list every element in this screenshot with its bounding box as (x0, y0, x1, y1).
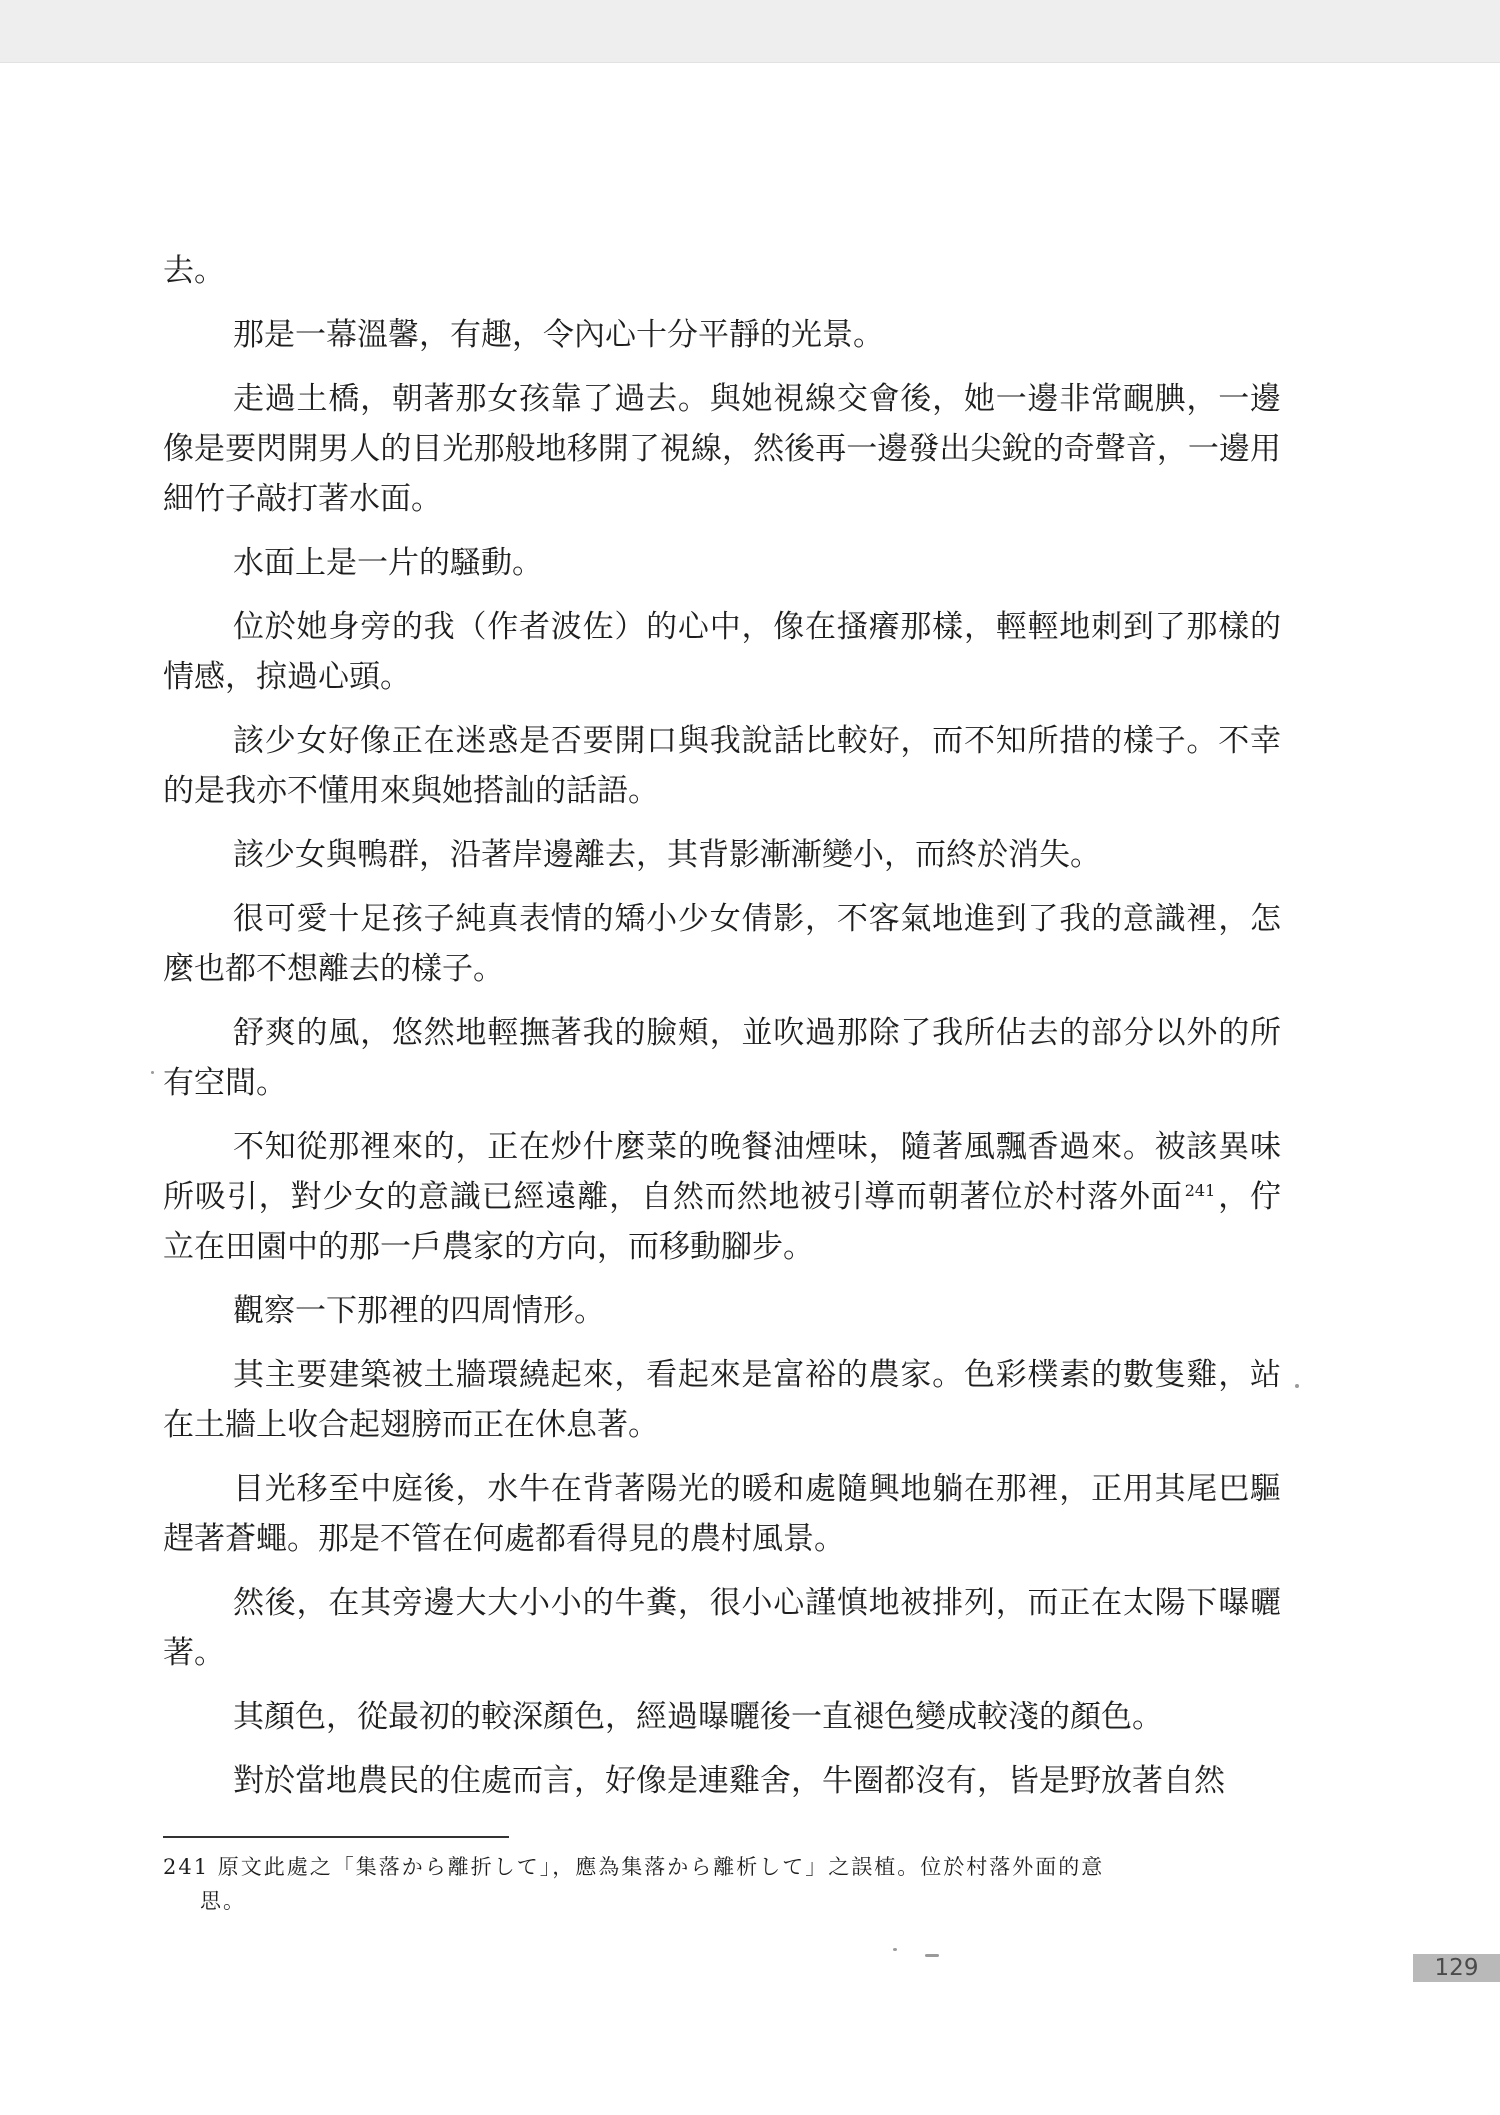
body-text (163, 246, 1281, 1820)
footnote-continuation: 思。 (200, 1889, 246, 1913)
footnote-reference[interactable]: 241 (1184, 1181, 1216, 1200)
paragraph: 該少女與鴨群，沿著岸邊離去，其背影漸漸變小，而終於消失。 (233, 837, 1101, 873)
paragraph: 舒爽的風，悠然地輕撫著我的臉頰，並吹過那除了我所佔去的部分以外的所有空間。 (163, 1015, 1281, 1101)
paragraph: 很可愛十足孩子純真表情的矯小少女倩影，不客氣地進到了我的意識裡，怎麼也都不想離去的樣子。 (163, 901, 1281, 987)
footnote-line: 241 原文此處之「集落から離折して」，應為集落から離析して」之誤植。位於村落外面的意 (163, 1855, 1105, 1879)
scan-top-margin (0, 0, 1500, 63)
paragraph: 然後，在其旁邊大大小小的牛糞，很小心謹慎地被排列，而正在太陽下曝曬著。 (163, 1585, 1281, 1671)
scan-speck (1295, 1384, 1299, 1388)
scan-speck (151, 1071, 154, 1074)
paragraph: 觀察一下那裡的四周情形。 (233, 1293, 605, 1329)
scan-speck (893, 1948, 897, 1951)
paragraph: 其顏色，從最初的較深顏色，經過曝曬後一直褪色變成較淺的顏色。 (233, 1699, 1163, 1735)
scan-speck (925, 1954, 939, 1957)
page-number: 129 (1413, 1954, 1500, 1982)
footnote (163, 1850, 1273, 1918)
paragraph: 走過土橋，朝著那女孩靠了過去。與她視線交會後，她一邊非常靦腆，一邊像是要閃開男人的目光那般地移開了視線，然後再一邊發出尖銳的奇聲音，一邊用細竹子敲打著水面。 (163, 381, 1281, 517)
footnote-divider (163, 1836, 509, 1838)
paragraph-text-after-ref: ，佇立在田園中的那一戶農家的方向，而移動腳步。 (163, 1179, 1281, 1265)
paragraph: 該少女好像正在迷惑是否要開口與我說話比較好，而不知所措的樣子。不幸的是我亦不懂用來與她搭訕的話語。 (163, 723, 1281, 809)
paragraph: 水面上是一片的騷動。 (233, 545, 543, 581)
paragraph: 去。 (163, 253, 225, 289)
paragraph: 對於當地農民的住處而言，好像是連雞舍，牛圈都沒有，皆是野放著自然 (233, 1763, 1225, 1799)
paragraph: 目光移至中庭後，水牛在背著陽光的暖和處隨興地躺在那裡，正用其尾巴驅趕著蒼蠅。那是不管在何處都看得見的農村風景。 (163, 1471, 1281, 1557)
paragraph-with-footnote-ref (163, 1122, 1281, 1272)
paragraph: 那是一幕溫馨，有趣，令內心十分平靜的光景。 (233, 317, 884, 353)
paragraph: 其主要建築被土牆環繞起來，看起來是富裕的農家。色彩樸素的數隻雞，站在土牆上收合起翅膀而正在休息著。 (163, 1357, 1281, 1443)
paragraph-text-before-ref: 不知從那裡來的，正在炒什麼菜的晚餐油煙味，隨著風飄香過來。被該異味所吸引，對少女的意識已經遠離，自然而然地被引導而朝著位於村落外面 (163, 1129, 1281, 1215)
paragraph: 位於她身旁的我（作者波佐）的心中，像在搔癢那樣，輕輕地刺到了那樣的情感，掠過心頭。 (163, 609, 1281, 695)
